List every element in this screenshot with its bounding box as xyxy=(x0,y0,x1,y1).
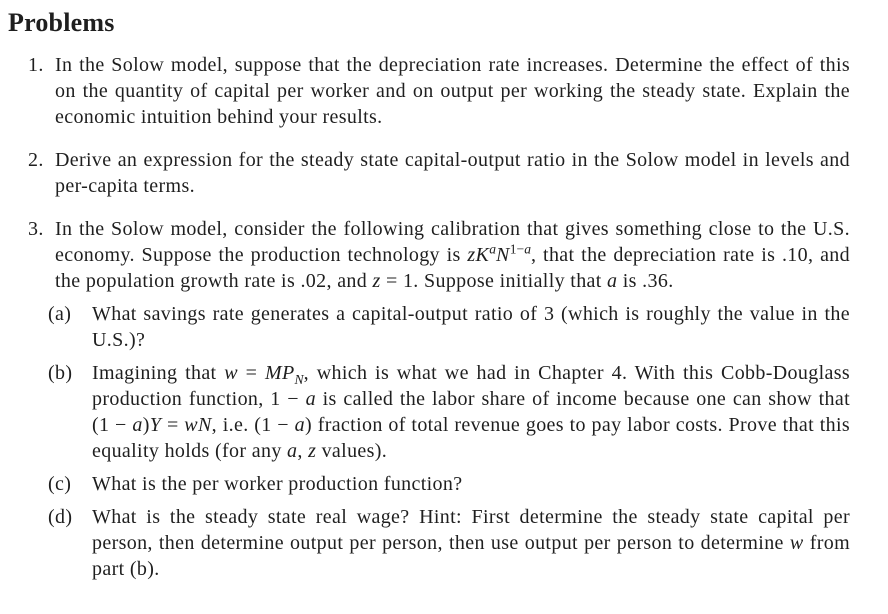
problem-text-2: Derive an expression for the steady state capital-output ratio in the Solow model in levels and per-capita terms. xyxy=(55,149,850,197)
subproblem-label-b: (b) xyxy=(48,362,73,384)
subproblem-item-b xyxy=(48,360,850,464)
subproblem-label-d: (d) xyxy=(48,506,73,528)
subproblem-item-a xyxy=(48,301,850,353)
subproblem-item-d xyxy=(48,504,850,582)
problem-text-3: In the Solow model, consider the following calibration that gives something close to the U.S. economy. Suppose the production technology is $zK^aN^{1-a}$, that the depreciation rate is .10, and the population growth rate is .02, and z = 1. Suppose initially that a is .36. xyxy=(55,218,850,292)
subproblem-label-c: (c) xyxy=(48,473,72,495)
subproblem-item-c xyxy=(48,471,850,497)
problem-number-2: 2. xyxy=(28,149,44,171)
problem-item-1 xyxy=(28,52,850,130)
problem-text-1: In the Solow model, suppose that the depreciation rate increases. Determine the effect of this on the quantity of capital per worker and on output per working the steady state. Explain the economic intuition behind your results. xyxy=(55,54,850,128)
problem-number-1: 1. xyxy=(28,54,44,76)
subproblem-text-b: Imagining that $w = MP_N$, which is what we had in Chapter 4. With this Cobb-Douglass production function, 1 − a is called the labor share of income because one can show that (1 − a)Y = wN, i.e. (1 − a) fraction of total revenue goes to pay labor costs. Prove that this equality holds (for any a, z values). xyxy=(92,362,850,462)
subproblem-label-a: (a) xyxy=(48,303,72,325)
subproblem-text-c: What is the per worker production function? xyxy=(92,473,463,495)
page-title: Problems xyxy=(8,8,115,37)
problem-item-3 xyxy=(28,216,850,582)
problem-number-3: 3. xyxy=(28,218,44,240)
subproblem-text-d: What is the steady state real wage? Hint: First determine the steady state capital per person, then determine output per person, then use output per person to determine w from part (b). xyxy=(92,506,850,580)
subproblem-text-a: What savings rate generates a capital-output ratio of 3 (which is roughly the value in the U.S.)? xyxy=(92,303,850,351)
problem-item-2 xyxy=(28,147,850,199)
